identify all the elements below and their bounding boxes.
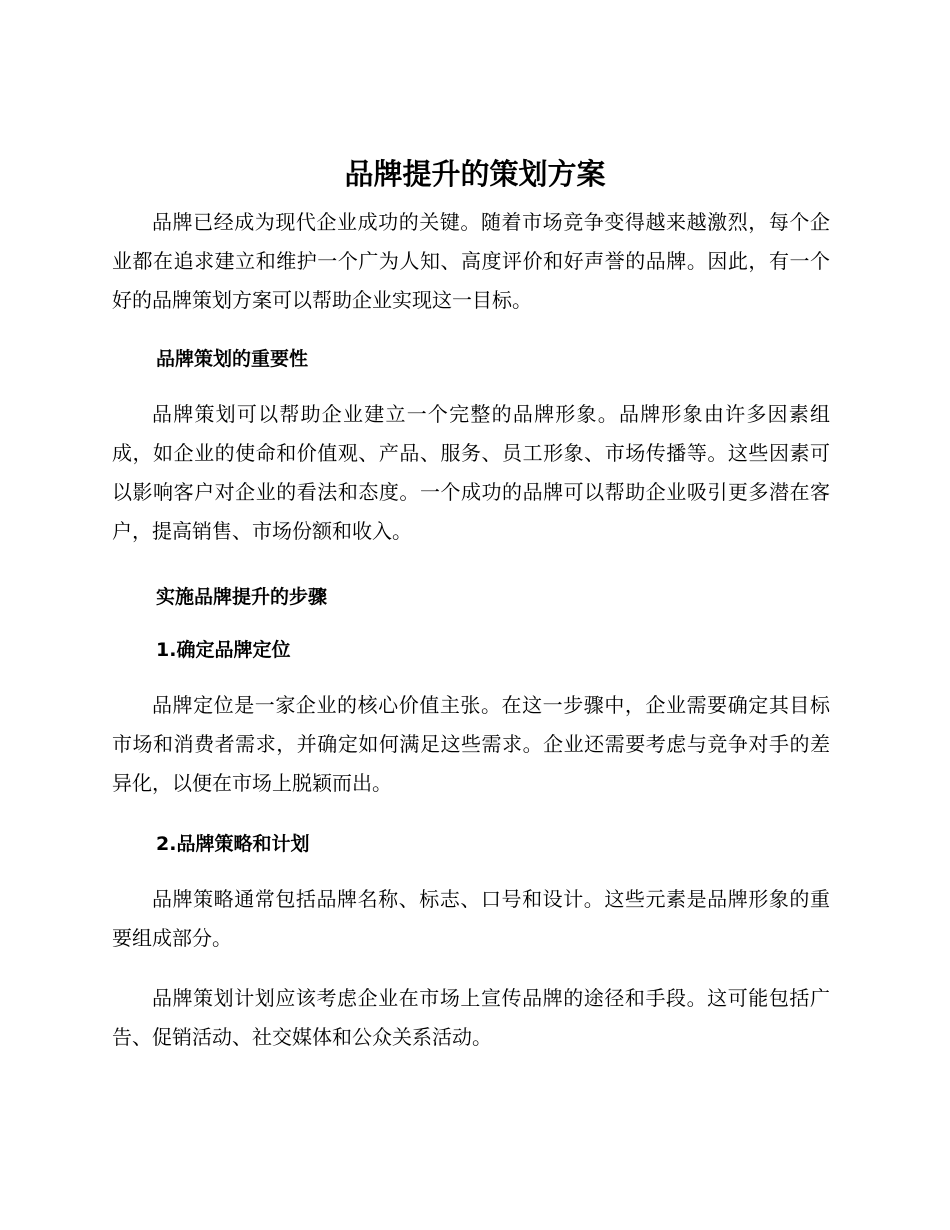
step2-paragraph-plan: 品牌策划计划应该考虑企业在市场上宣传品牌的途径和手段。这可能包括广告、促销活动、社交媒体和公众关系活动。 xyxy=(112,986,830,1049)
section-heading-steps: 实施品牌提升的步骤 xyxy=(156,586,328,608)
section-heading-importance: 品牌策划的重要性 xyxy=(156,348,309,370)
importance-paragraph: 品牌策划可以帮助企业建立一个完整的品牌形象。品牌形象由许多因素组成，如企业的使命和价值观、产品、服务、员工形象、市场传播等。这些因素可以影响客户对企业的看法和态度。一个成功的品牌可以帮助企业吸引更多潜在客户，提高销售、市场份额和收入。 xyxy=(112,402,830,543)
step2-paragraph-strategy: 品牌策略通常包括品牌名称、标志、口号和设计。这些元素是品牌形象的重要组成部分。 xyxy=(112,887,830,950)
step1-paragraph: 品牌定位是一家企业的核心价值主张。在这一步骤中，企业需要确定其目标市场和消费者需求，并确定如何满足这些需求。企业还需要考虑与竞争对手的差异化，以便在市场上脱颖而出。 xyxy=(112,693,830,795)
document-title: 品牌提升的策划方案 xyxy=(344,157,606,191)
step2-heading: 2.品牌策略和计划 xyxy=(156,833,310,855)
intro-paragraph: 品牌已经成为现代企业成功的关键。随着市场竞争变得越来越激烈，每个企业都在追求建立和维护一个广为人知、高度评价和好声誉的品牌。因此，有一个好的品牌策划方案可以帮助企业实现这一目标。 xyxy=(112,210,830,312)
step1-heading: 1.确定品牌定位 xyxy=(156,639,291,661)
